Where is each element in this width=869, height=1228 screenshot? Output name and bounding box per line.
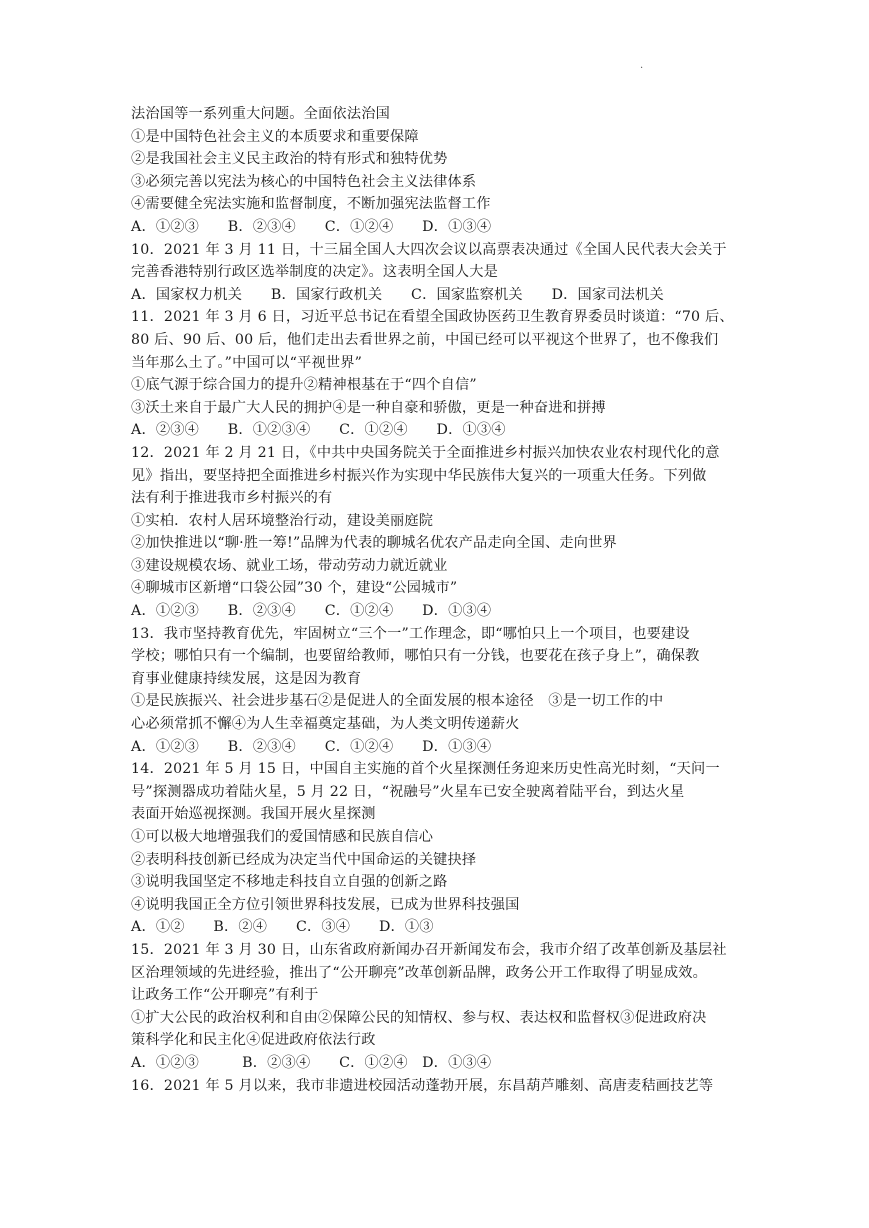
text-line: 完善香港特别行政区选举制度的决定》。这表明全国人大是 bbox=[131, 264, 498, 281]
text-line: 让政务工作“公开聊亮”有利于 bbox=[131, 987, 319, 1004]
text-line: ④说明我国正全方位引领世界科技发展，已成为世界科技强国 bbox=[131, 896, 520, 913]
header-mark: . bbox=[640, 60, 644, 71]
text-line: ①是民族振兴、社会进步基石②是促进人的全面发展的根本途径 ③是一切工作的中 bbox=[131, 693, 664, 710]
text-line: 育事业健康持续发展，这是因为教育 bbox=[131, 670, 362, 687]
text-line: A．①②③ B．②③④ C．①②④ D．①③④ bbox=[131, 218, 492, 235]
text-line: 11．2021 年 3 月 6 日，习近平总书记在看望全国政协医药卫生教育界委员时谈道：“70 后、 bbox=[131, 309, 734, 326]
text-line: 14．2021 年 5 月 15 日，中国自主实施的首个火星探测任务迎来历史性高光时刻，“天问一 bbox=[131, 761, 720, 778]
text-line: 10．2021 年 3 月 11 日，十三届全国人大四次会议以高票表决通过《全国人民代表大会关于 bbox=[131, 241, 727, 258]
text-line: ④需要健全宪法实施和监督制度，不断加强宪法监督工作 bbox=[131, 196, 491, 213]
text-line: ③说明我国坚定不移地走科技自立自强的创新之路 bbox=[131, 874, 448, 891]
text-line: A．①② B．②④ C．③④ D．①③ bbox=[131, 919, 434, 936]
text-line: 见》指出，要坚持把全面推进乡村振兴作为实现中华民族伟大复兴的一项重大任务。下列做 bbox=[131, 467, 707, 484]
text-line: A．国家权力机关 B．国家行政机关 C．国家监察机关 D．国家司法机关 bbox=[131, 286, 664, 303]
text-line: ②是我国社会主义民主政治的特有形式和独特优势 bbox=[131, 151, 448, 168]
text-line: 心必须常抓不懈④为人生幸福奠定基础，为人类文明传递薪火 bbox=[131, 716, 520, 733]
text-line: ①扩大公民的政治权利和自由②保障公民的知情权、参与权、表达权和监督权③促进政府决 bbox=[131, 1009, 707, 1026]
text-line: 学校；哪怕只有一个编制，也要留给教师，哪怕只有一分钱，也要花在孩子身上”，确保教 bbox=[131, 648, 700, 665]
text-line: 号”探测器成功着陆火星，5 月 22 日，“祝融号”火星车已安全驶离着陆平台，到达火星 bbox=[131, 783, 685, 800]
text-line: 12．2021 年 2 月 21 日，《中共中央国务院关于全面推进乡村振兴加快农业农村现代化的意 bbox=[131, 444, 720, 461]
text-line: A．②③④ B．①②③④ C．①②④ D．①③④ bbox=[131, 422, 506, 439]
text-line: 法治国等一系列重大问题。全面依法治国 bbox=[131, 106, 390, 122]
text-line: ①底气源于综合国力的提升②精神根基在于“四个自信” bbox=[131, 377, 477, 394]
text-line: 法有利于推进我市乡村振兴的有 bbox=[131, 490, 333, 507]
text-line: ②加快推进以“聊·胜一筹!”品牌为代表的聊城名优农产品走向全国、走向世界 bbox=[131, 535, 617, 552]
text-line: ③沃土来自于最广大人民的拥护④是一种自豪和骄傲，更是一种奋进和拼搏 bbox=[131, 399, 606, 416]
text-line: 表面开始巡视探测。我国开展火星探测 bbox=[131, 806, 376, 823]
text-line: A．①②③ B．②③④ C．①②④ D．①③④ bbox=[131, 738, 492, 755]
text-line: ④聊城市区新增“口袋公园”30 个，建设“公园城市” bbox=[131, 580, 458, 597]
question-text-block bbox=[131, 103, 741, 1097]
text-line: A．①②③ B．②③④ C．①②④ D．①③④ bbox=[131, 1054, 492, 1071]
text-line: 16．2021 年 5 月以来，我市非遗进校园活动蓬勃开展，东昌葫芦雕刻、高唐麦秸画技艺等 bbox=[131, 1077, 714, 1094]
text-line: 13．我市坚持教育优先，牢固树立“三个一”工作理念，即“哪怕只上一个项目，也要建设 bbox=[131, 625, 690, 642]
text-line: A．①②③ B．②③④ C．①②④ D．①③④ bbox=[131, 603, 492, 620]
text-line: ③必须完善以宪法为核心的中国特色社会主义法律体系 bbox=[131, 173, 477, 190]
text-line: 80 后、90 后、00 后，他们走出去看世界之前，中国已经可以平视这个世界了，也不像我们 bbox=[131, 331, 719, 348]
text-line: 策科学化和民主化④促进政府依法行政 bbox=[131, 1032, 376, 1049]
text-line: ①是中国特色社会主义的本质要求和重要保障 bbox=[131, 128, 419, 145]
text-line: ②表明科技创新已经成为决定当代中国命运的关键抉择 bbox=[131, 851, 477, 868]
text-line: ①实柏．农村人居环境整治行动，建设美丽庭院 bbox=[131, 512, 434, 529]
text-line: 15．2021 年 3 月 30 日，山东省政府新闻办召开新闻发布会，我市介绍了改革创新及基层社 bbox=[131, 941, 727, 958]
text-line: 区治理领域的先进经验，推出了“公开聊亮”改革创新品牌，政务公开工作取得了明显成效。 bbox=[131, 964, 708, 981]
text-line: 当年那么土了。”中国可以“平视世界” bbox=[131, 354, 363, 371]
text-line: ③建设规模农场、就业工场，带动劳动力就近就业 bbox=[131, 557, 448, 574]
text-line: ①可以极大地增强我们的爱国情感和民族自信心 bbox=[131, 829, 434, 845]
